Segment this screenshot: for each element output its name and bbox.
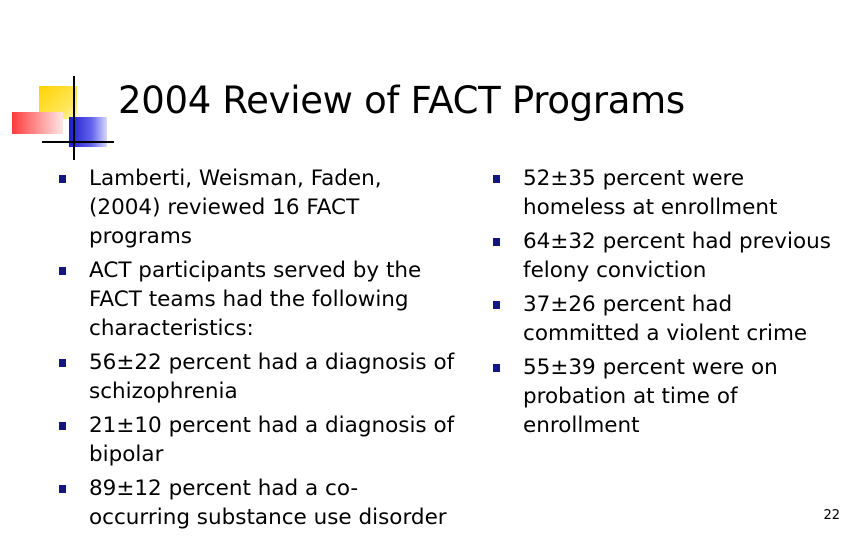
bullet-item bbox=[490, 290, 850, 348]
bullet-item bbox=[56, 164, 456, 251]
page-number: 22 bbox=[823, 508, 840, 523]
bullet-text: 37±26 percent had committed a violent crime bbox=[523, 292, 808, 346]
square-bullet-icon bbox=[59, 422, 66, 430]
right-bullet-list bbox=[490, 164, 850, 445]
bullet-text: 56±22 percent had a diagnosis of schizophrenia bbox=[89, 350, 455, 404]
bullet-text: 55±39 percent were on probation at time of enrollment bbox=[523, 355, 778, 438]
bullet-text: ACT participants served by the FACT teams had the following characteristics: bbox=[89, 258, 422, 341]
square-bullet-icon bbox=[59, 267, 66, 275]
bullet-item bbox=[490, 227, 850, 285]
bullet-item bbox=[56, 411, 456, 469]
square-bullet-icon bbox=[493, 175, 500, 183]
left-bullet-list bbox=[56, 164, 456, 537]
logo-vertical-line bbox=[73, 76, 75, 160]
square-bullet-icon bbox=[493, 364, 500, 372]
square-bullet-icon bbox=[493, 301, 500, 309]
bullet-item bbox=[490, 353, 850, 440]
logo-horizontal-line bbox=[42, 141, 114, 143]
bullet-text: 64±32 percent had previous felony conviction bbox=[523, 229, 831, 283]
square-bullet-icon bbox=[59, 485, 66, 493]
square-bullet-icon bbox=[59, 359, 66, 367]
bullet-item bbox=[490, 164, 850, 222]
slide-title: 2004 Review of FACT Programs bbox=[118, 79, 685, 122]
bullet-text: 52±35 percent were homeless at enrollment bbox=[523, 166, 778, 220]
bullet-text: 21±10 percent had a diagnosis of bipolar bbox=[89, 413, 455, 467]
bullet-text: 89±12 percent had a co-occurring substance use disorder bbox=[89, 476, 447, 530]
bullet-text: Lamberti, Weisman, Faden, (2004) reviewed 16 FACT programs bbox=[89, 166, 382, 249]
logo-red-bar bbox=[12, 112, 63, 134]
bullet-item bbox=[56, 348, 456, 406]
bullet-item bbox=[56, 256, 456, 343]
square-bullet-icon bbox=[59, 175, 66, 183]
square-bullet-icon bbox=[493, 238, 500, 246]
bullet-item bbox=[56, 474, 456, 532]
